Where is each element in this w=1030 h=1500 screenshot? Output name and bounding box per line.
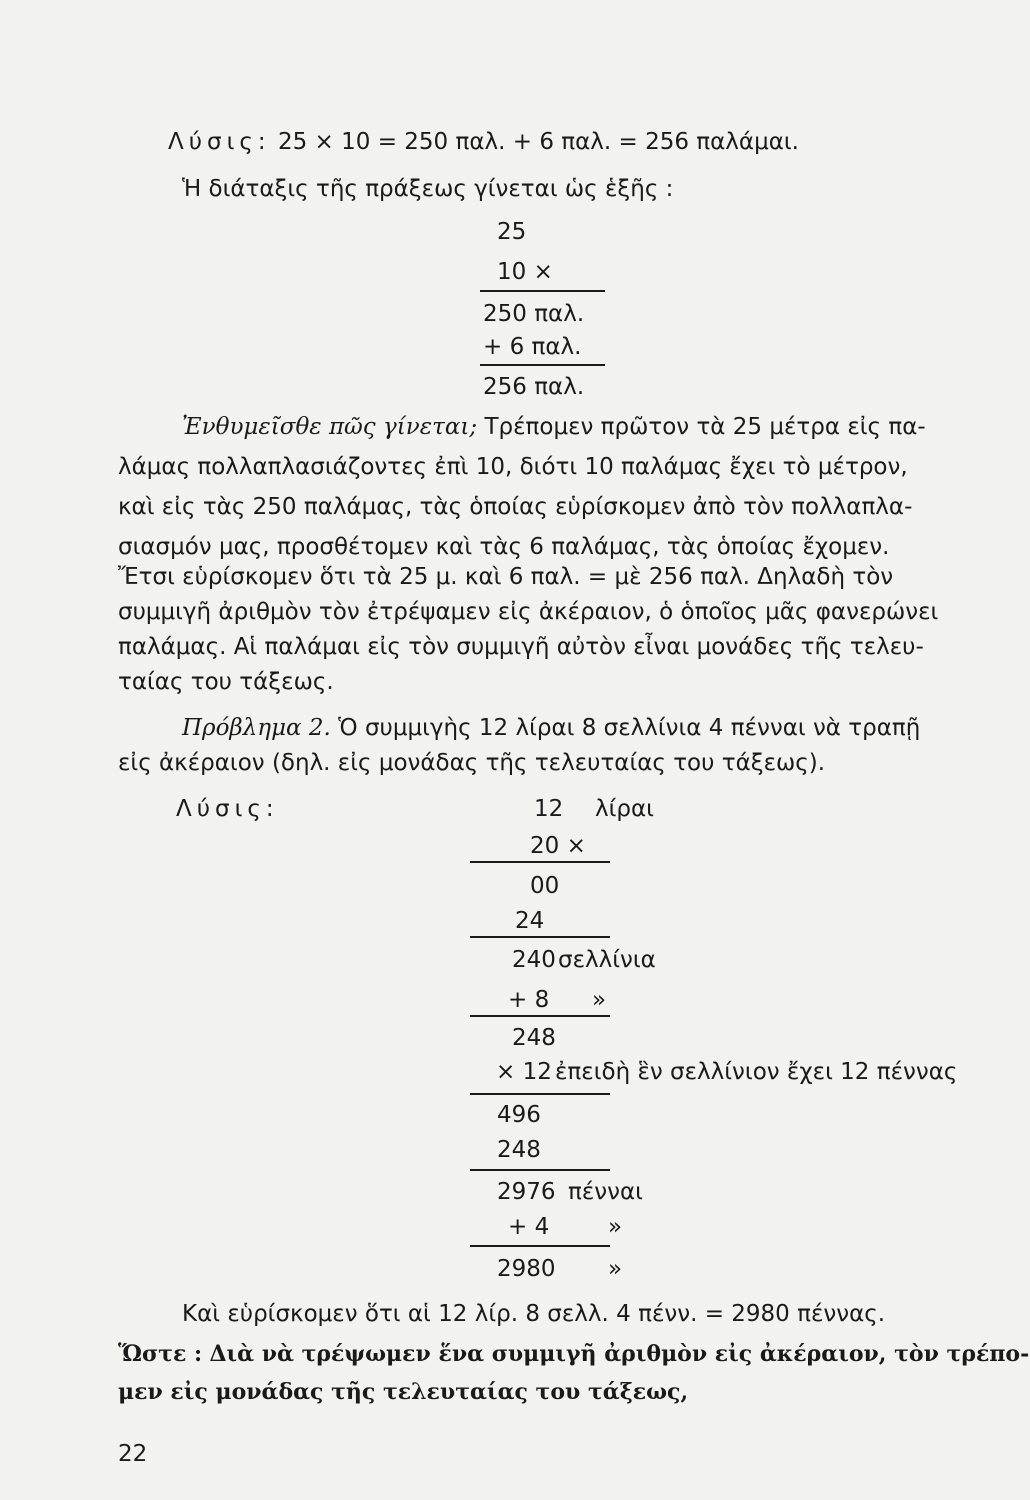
work-rule [470, 1245, 610, 1247]
explanation-line-2: λάμας πολλαπλασιάζοντες ἐπὶ 10, διότι 10 παλάμας ἔχει τὸ μέτρον, [118, 454, 908, 480]
ditto-mark: » [608, 1256, 623, 1282]
ditto-mark: » [592, 987, 607, 1013]
solution-label: Λύσις: [176, 796, 279, 822]
work-24: 24 [515, 908, 545, 934]
work-times12: × 12 [496, 1059, 552, 1085]
work-rule [470, 1169, 610, 1171]
solution-1-line [168, 128, 799, 156]
work-240: 240 [512, 947, 556, 973]
unit-pounds: λίραι [595, 796, 654, 822]
work-00: 00 [530, 873, 560, 899]
unit-shillings: σελλίνια [558, 947, 656, 973]
page-number: 22 [118, 1441, 148, 1467]
problem-2-line-2: εἰς ἀκέραιον (δηλ. εἰς μονάδας τῆς τελευταίας του τάξεως). [118, 750, 826, 776]
explanation-line-5: Ἔτσι εὑρίσκομεν ὅτι τὰ 25 μ. καὶ 6 παλ. = μὲ 256 παλ. Δηλαδὴ τὸν [118, 564, 894, 590]
ditto-mark: » [608, 1214, 623, 1240]
explanation-line-6: συμμιγῆ ἀριθμὸν τὸν ἐτρέψαμεν εἰς ἀκέραιον, ὁ ὁποῖος μᾶς φανερώνει [118, 599, 939, 625]
arrangement-intro: Ἡ διάταξις τῆς πράξεως γίνεται ὡς ἑξῆς : [182, 176, 674, 202]
work-248b: 248 [497, 1137, 541, 1163]
explanation-line-7: παλάμας. Αἱ παλάμαι εἰς τὸν συμμιγῆ αὐτὸν εἶναι μονάδες τῆς τελευ- [118, 634, 924, 660]
explanation-line-4: σιασμόν μας, προσθέτομεν καὶ τὰς 6 παλάμας, τὰς ὁποίας ἔχομεν. [118, 534, 890, 560]
work-10x: 10 × [497, 259, 553, 285]
rule-line-1: Ὥστε : Διὰ νὰ τρέψωμεν ἕνα συμμιγῆ ἀριθμὸν εἰς ἀκέραιον, τὸν τρέπο- [118, 1341, 1030, 1367]
work-rule [470, 1093, 610, 1095]
unit-pence: πένναι [568, 1179, 643, 1205]
work-20x: 20 × [530, 833, 586, 859]
explanation-line-8: ταίας του τάξεως. [118, 669, 334, 695]
problem-2-line-1: Πρόβλημα 2. Ὁ συμμιγὴς 12 λίραι 8 σελλίνια 4 πένναι νὰ τραπῇ [182, 715, 921, 741]
work-plus8: + 8 [508, 987, 550, 1013]
problem-2-label: Πρόβλημα 2. [182, 715, 331, 741]
work-12: 12 [534, 796, 564, 822]
work-496: 496 [497, 1102, 541, 1128]
work-248: 248 [512, 1025, 556, 1051]
explanation-line-3: καὶ εἰς τὰς 250 παλάμας, τὰς ὁποίας εὑρίσκομεν ἀπὸ τὸν πολλαπλα- [118, 494, 913, 520]
work-250: 250 παλ. [483, 301, 585, 327]
work-plus4: + 4 [508, 1214, 550, 1240]
solution-1-equation: 25 × 10 = 250 παλ. + 6 παλ. = 256 παλάμαι. [277, 129, 799, 155]
work-2980: 2980 [497, 1256, 556, 1282]
rule-line-2: μεν εἰς μονάδας τῆς τελευταίας του τάξεως, [118, 1379, 689, 1405]
work-rule [480, 290, 605, 292]
work-plus6: + 6 παλ. [483, 334, 582, 360]
explanation-lead: Ἐνθυμεῖσθε πῶς γίνεται; [182, 414, 478, 440]
work-256: 256 παλ. [483, 374, 585, 400]
rule-lead: Ὥστε : [118, 1341, 203, 1367]
solution-label: Λύσις: [168, 129, 271, 155]
work-rule [470, 861, 610, 863]
conclusion: Καὶ εὑρίσκομεν ὅτι αἱ 12 λίρ. 8 σελλ. 4 πένν. = 2980 πέννας. [182, 1301, 886, 1327]
work-25: 25 [497, 219, 527, 245]
work-2976: 2976 [497, 1179, 556, 1205]
work-note: ἐπειδὴ ἓν σελλίνιον ἔχει 12 πέννας [555, 1059, 958, 1085]
work-rule [470, 1015, 610, 1017]
work-rule [480, 364, 605, 366]
explanation-line-1: Ἐνθυμεῖσθε πῶς γίνεται; Τρέπομεν πρῶτον τὰ 25 μέτρα εἰς πα- [182, 414, 926, 440]
work-rule [470, 936, 610, 938]
